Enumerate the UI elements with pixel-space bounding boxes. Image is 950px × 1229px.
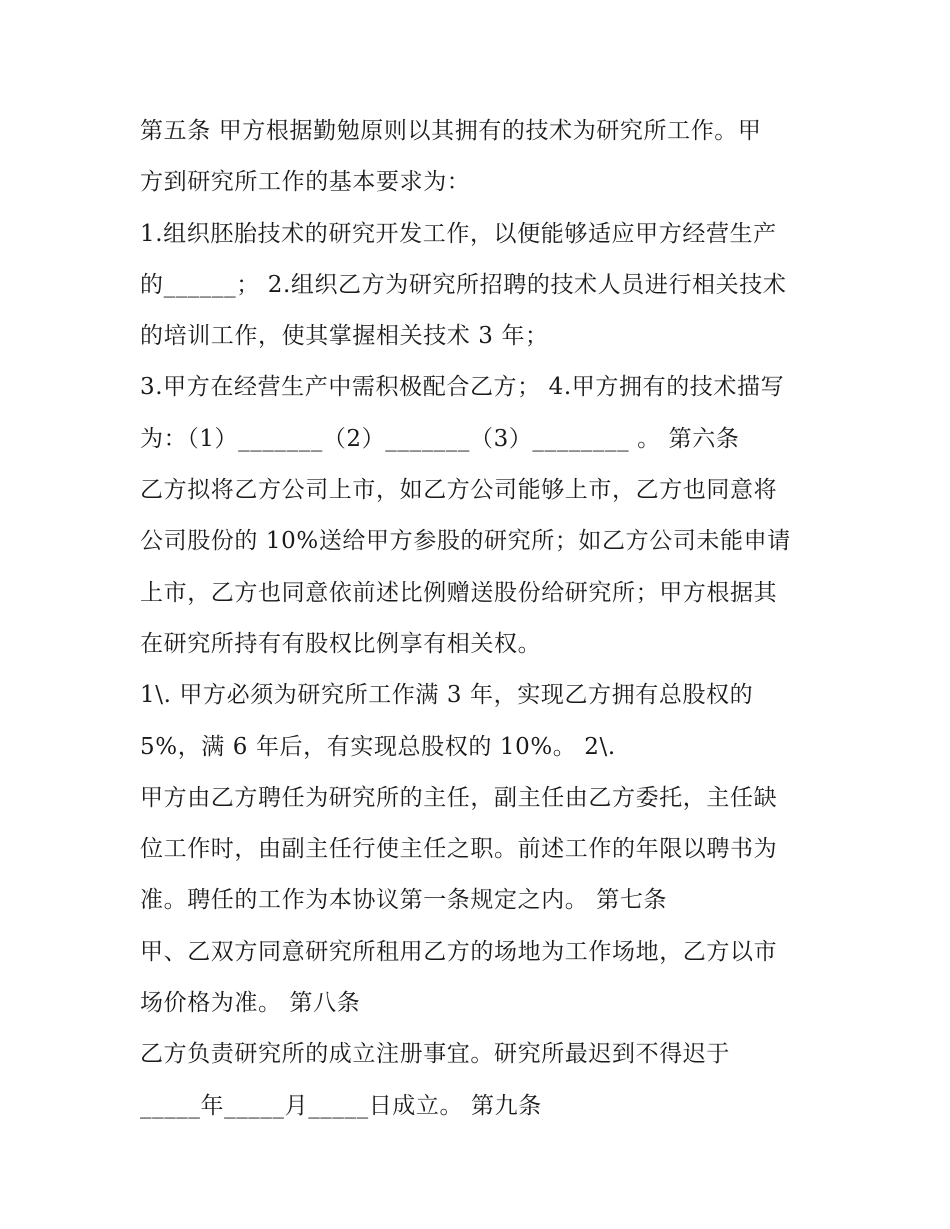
text-line: 第五条 甲方根据勤勉原则以其拥有的技术为研究所工作。甲 — [140, 118, 762, 144]
text-line: 1.组织胚胎技术的研究开发工作，以便能够适应甲方经营生产 — [140, 220, 777, 247]
text-line: 5%，满 6 年后，有实现总股权的 10%。 2\. — [140, 733, 616, 760]
text-line: 乙方负责研究所的成立注册事宜。研究所最迟到不得迟于 — [140, 1041, 730, 1068]
text-line: 1\. 甲方必须为研究所工作满 3 年，实现乙方拥有总股权的 — [140, 682, 754, 709]
text-line: 甲方由乙方聘任为研究所的主任，副主任由乙方委托，主任缺 — [140, 784, 778, 811]
text-line: 场价格为准。 第八条 — [140, 990, 361, 1017]
text-line: 甲、乙双方同意研究所租用乙方的场地为工作场地，乙方以市 — [140, 938, 778, 965]
text-line: 3.甲方在经营生产中需积极配合乙方； 4.甲方拥有的技术描写 — [140, 374, 785, 401]
text-line: _____年_____月_____日成立。 第九条 — [140, 1092, 542, 1119]
text-line: 方到研究所工作的基本要求为： — [140, 169, 471, 196]
text-line: 乙方拟将乙方公司上市，如乙方公司能够上市，乙方也同意将 — [140, 477, 778, 504]
text-line: 准。聘任的工作为本协议第一条规定之内。 第七条 — [140, 887, 668, 914]
text-line: 在研究所持有有股权比例享有相关权。 — [140, 630, 542, 657]
text-line: 位工作时，由副主任行使主任之职。前述工作的年限以聘书为 — [140, 836, 778, 863]
text-line: 的培训工作，使其掌握相关技术 3 年； — [140, 323, 549, 350]
text-line: 为：（1）_______（2）_______（3）________ 。 第六条 — [140, 425, 740, 452]
text-line: 上市，乙方也同意依前述比例赠送股份给研究所；甲方根据其 — [140, 579, 778, 606]
document-body — [140, 106, 830, 1132]
text-line: 的______； 2.组织乙方为研究所招聘的技术人员进行相关技术 — [140, 271, 787, 298]
text-line: 公司股份的 10%送给甲方参股的研究所；如乙方公司未能申请 — [140, 528, 791, 555]
